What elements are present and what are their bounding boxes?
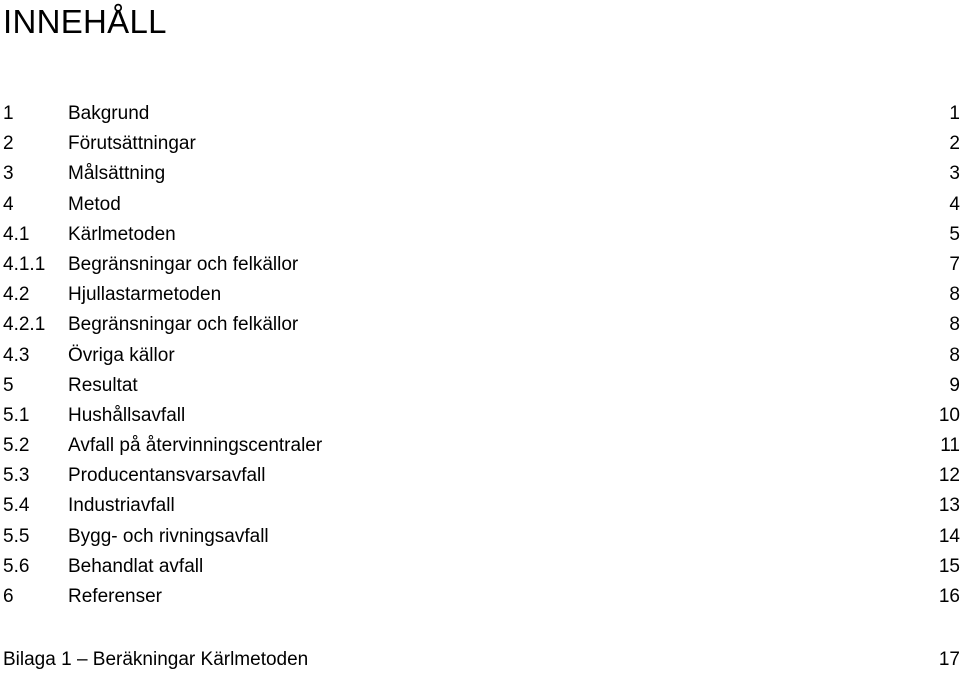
toc-entry[interactable] [0, 280, 960, 310]
toc-entry-number: 2 [3, 133, 14, 155]
toc-entry-page: 12 [938, 465, 960, 487]
toc-entry-page: 8 [949, 314, 960, 336]
toc-entry-title: Producentansvarsavfall [68, 465, 266, 487]
toc-entry-page: 15 [938, 555, 960, 577]
toc-entry-title: Hjullastarmetoden [68, 284, 222, 306]
toc-entry[interactable] [0, 491, 960, 521]
toc-entry-title: Kärlmetoden [68, 223, 176, 245]
toc-entry[interactable] [0, 310, 960, 340]
toc-entry-page: 8 [949, 344, 960, 366]
toc-entry-page: 3 [949, 163, 960, 185]
toc-entry-page: 1 [949, 103, 960, 124]
toc-entry-number: 4 [3, 193, 14, 215]
toc-entry[interactable] [0, 582, 960, 612]
toc-entry-number: 5 [3, 374, 14, 396]
toc-entry-title: Resultat [68, 374, 138, 396]
toc-entry-page: 8 [949, 284, 960, 306]
toc-entry[interactable] [0, 522, 960, 552]
toc-entry-title: Övriga källor [68, 344, 175, 366]
toc-entry-page: 4 [949, 193, 960, 215]
toc-entry-title: Industriavfall [68, 495, 175, 517]
toc-entry-number: 4.2 [3, 284, 30, 306]
toc-entry[interactable] [0, 431, 960, 461]
toc-entry-page: 11 [940, 435, 960, 457]
toc-entry[interactable] [0, 401, 960, 431]
toc-entry-number: 5.5 [3, 525, 30, 547]
toc-entry-number: 5.3 [3, 465, 30, 487]
toc-entry-number: 5.2 [3, 435, 30, 457]
toc-entry-number: 3 [3, 163, 14, 185]
toc-entry[interactable] [0, 99, 960, 129]
toc-entry-title: Begränsningar och felkällor [68, 314, 299, 336]
toc-entry-number: 5.4 [3, 495, 30, 517]
page-title: INNEHÅLL [3, 3, 167, 40]
toc-list [0, 99, 960, 612]
toc-entry-number: 4.1.1 [3, 253, 46, 275]
toc-entry[interactable] [0, 461, 960, 491]
toc-entry-page: 16 [938, 586, 960, 607]
toc-entry-title: Målsättning [68, 163, 166, 185]
toc-appendix-title: Bilaga 1 – Beräkningar Kärlmetoden [3, 649, 309, 670]
toc-entry-title: Bygg- och rivningsavfall [68, 525, 269, 547]
toc-entry-number: 1 [3, 103, 14, 124]
toc-entry-number: 5.1 [3, 404, 30, 426]
toc-entry-number: 6 [3, 586, 14, 607]
toc-entry[interactable] [0, 190, 960, 220]
toc-entry-title: Begränsningar och felkällor [68, 253, 299, 275]
toc-entry-page: 2 [949, 133, 960, 155]
toc-entry-page: 10 [938, 404, 960, 426]
toc-entry-number: 4.1 [3, 223, 30, 245]
toc-entry-number: 4.2.1 [3, 314, 46, 336]
toc-entry-title: Avfall på återvinningscentraler [68, 435, 323, 457]
toc-entry-title: Bakgrund [68, 103, 150, 124]
toc-entry[interactable] [0, 129, 960, 159]
toc-appendix-entry[interactable] [0, 645, 960, 675]
toc-entry-number: 4.3 [3, 344, 30, 366]
toc-entry-title: Metod [68, 193, 121, 215]
toc-entry-number: 5.6 [3, 555, 30, 577]
toc-entry[interactable] [0, 250, 960, 280]
toc-entry-page: 5 [949, 223, 960, 245]
toc-entry[interactable] [0, 341, 960, 371]
toc-entry-page: 13 [938, 495, 960, 517]
toc-entry-page: 7 [949, 253, 960, 275]
toc-entry-title: Hushållsavfall [68, 404, 186, 426]
toc-entry-page: 9 [949, 374, 960, 396]
toc-entry[interactable] [0, 552, 960, 582]
toc-entry[interactable] [0, 371, 960, 401]
toc-appendix-page: 17 [938, 649, 960, 670]
toc-entry-title: Referenser [68, 586, 162, 607]
toc-entry-title: Förutsättningar [68, 133, 196, 155]
toc-entry-title: Behandlat avfall [68, 555, 204, 577]
toc-entry[interactable] [0, 159, 960, 189]
toc-entry[interactable] [0, 220, 960, 250]
toc-entry-page: 14 [938, 525, 960, 547]
